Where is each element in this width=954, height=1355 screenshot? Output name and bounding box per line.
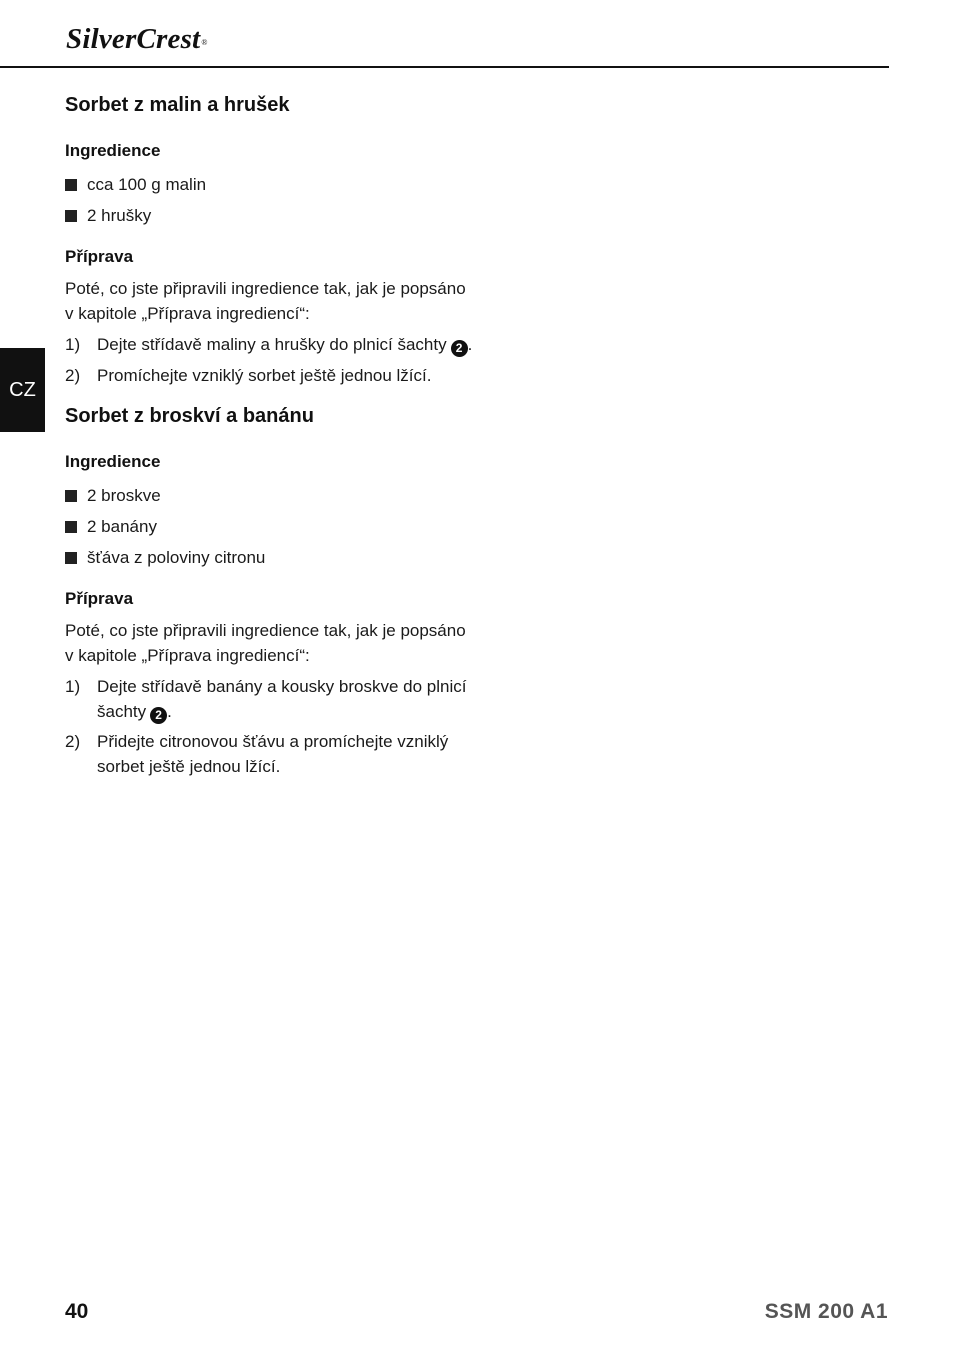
- bullet-square-icon: [65, 521, 77, 533]
- ingredient-item: šťáva z poloviny citronu: [65, 548, 265, 568]
- part-reference-icon: 2: [150, 707, 167, 724]
- step-number: 1): [65, 335, 81, 354]
- recipe-2-prep-heading: Příprava: [65, 589, 134, 608]
- brand-logo: SilverCrest®: [66, 23, 208, 55]
- ingredient-item: 2 broskve: [65, 486, 161, 506]
- part-reference-icon: 2: [451, 340, 468, 357]
- step-item: 2) Přidejte citronovou šťávu a promíchejte vzniklý sorbet ještě jednou lžící.: [65, 729, 475, 779]
- bullet-square-icon: [65, 210, 77, 222]
- recipe-2-ingredients-heading: Ingredience: [65, 452, 161, 471]
- page-number: 40: [65, 1300, 89, 1323]
- step-item: 1) Dejte střídavě maliny a hrušky do plnicí šachty 2 .: [65, 332, 475, 357]
- bullet-square-icon: [65, 179, 77, 191]
- recipe-2-title: Sorbet z broskví a banánu: [65, 405, 314, 427]
- language-tab: [0, 348, 45, 432]
- registered-mark: ®: [201, 38, 208, 47]
- ingredient-item: 2 banány: [65, 517, 157, 537]
- recipe-1-prep-heading: Příprava: [65, 247, 134, 266]
- step-item: 2) Promíchejte vzniklý sorbet ještě jednou lžící.: [65, 363, 475, 388]
- ingredient-item: cca 100 g malin: [65, 175, 206, 195]
- header-divider: [0, 66, 889, 68]
- step-number: 2): [65, 366, 81, 385]
- recipe-1-intro: Poté, co jste připravili ingredience tak, jak je popsáno v kapitole „Příprava ingrediencí“:: [65, 279, 466, 323]
- recipe-1-ingredients-heading: Ingredience: [65, 141, 161, 160]
- step-number: 1): [65, 677, 81, 696]
- bullet-square-icon: [65, 552, 77, 564]
- ingredient-item: 2 hrušky: [65, 206, 151, 226]
- step-item: 1) Dejte střídavě banány a kousky broskve do plnicí šachty 2 .: [65, 674, 475, 724]
- step-number: 2): [65, 732, 81, 751]
- recipe-2-intro: Poté, co jste připravili ingredience tak, jak je popsáno v kapitole „Příprava ingrediencí“:: [65, 621, 466, 665]
- language-tab-label: CZ: [9, 378, 36, 401]
- bullet-square-icon: [65, 490, 77, 502]
- recipe-1-title: Sorbet z malin a hrušek: [65, 94, 290, 116]
- model-number: SSM 200 A1: [764, 1300, 888, 1323]
